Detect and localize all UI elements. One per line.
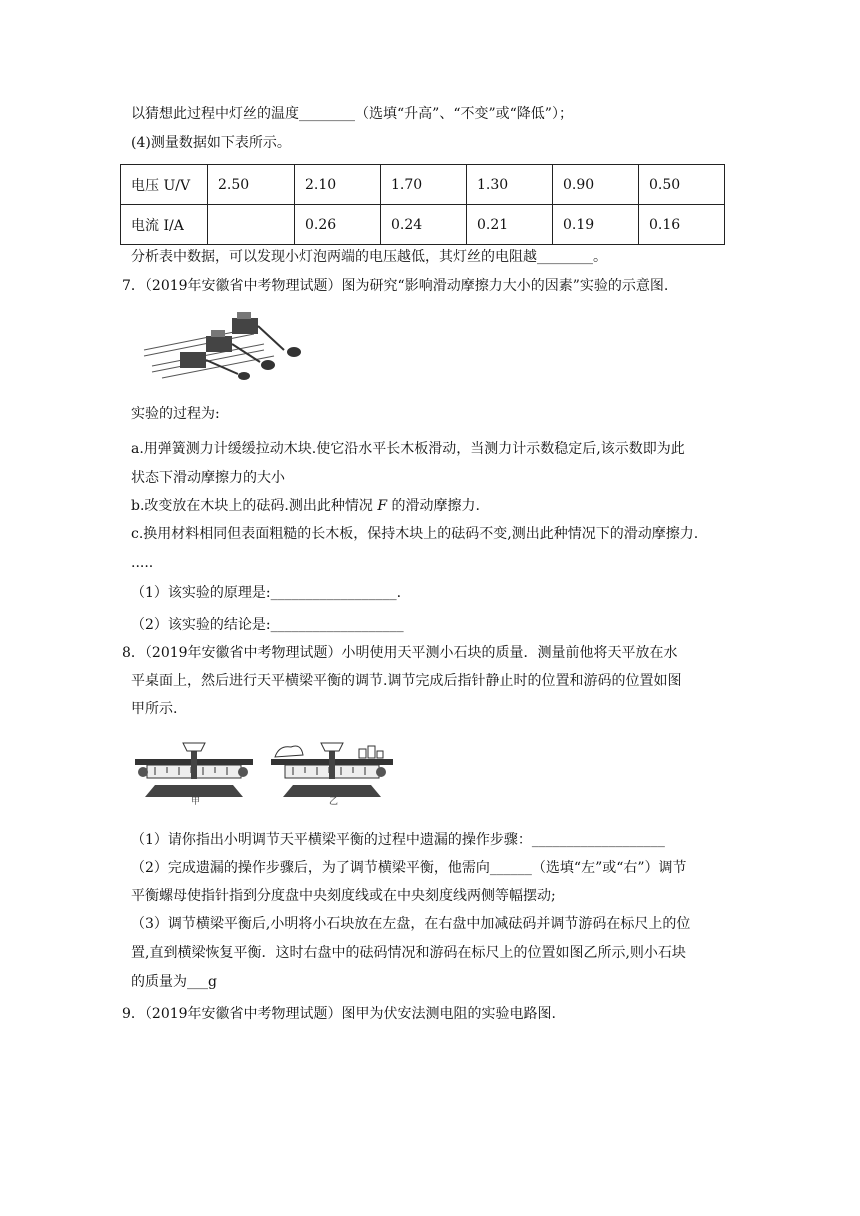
text-line: a.用弹簧测力计缓缓拉动木块.使它沿水平长木板滑动，当测力计示数稳定后,该示数即为此	[131, 441, 685, 457]
table-cell: 1.30	[467, 165, 553, 205]
text-line: （3）调节横梁平衡后,小明将小石块放在左盘，在右盘中加减砝码并调节游码在标尺上的位	[131, 916, 691, 932]
table-cell: 1.70	[381, 165, 467, 205]
figure-caption-jia: 甲	[191, 797, 201, 805]
table-cell: 电流 I/A	[121, 205, 208, 245]
table-cell: 0.90	[553, 165, 639, 205]
table-cell: 2.50	[208, 165, 295, 205]
variable-f: F	[377, 498, 388, 514]
question-9-title: 9．（2019年安徽省中考物理试题）图甲为伏安法测电阻的实验电路图.	[122, 1006, 556, 1022]
text-line: 平桌面上，然后进行天平横梁平衡的调节.调节完成后指针静止时的位置和游码的位置如图	[131, 673, 682, 689]
friction-experiment-figure	[134, 310, 304, 380]
text-line: （2）该实验的结论是:___________________	[131, 617, 404, 633]
balance-figure-right	[267, 737, 397, 805]
text-line: （1）请你指出小明调节天平横梁平衡的过程中遗漏的操作步骤：___________________	[131, 832, 665, 848]
figure-caption-yi: 乙	[329, 797, 339, 805]
balance-figure-left	[131, 737, 256, 805]
text-line: （2）完成遗漏的操作步骤后，为了调节横梁平衡，他需向______（选填“左”或“右”）调节	[131, 860, 687, 876]
text-line: 以猜想此过程中灯丝的温度________（选填“升高”、“不变”或“降低”）；	[131, 106, 573, 122]
table-cell: 0.24	[381, 205, 467, 245]
text-segment: b.改变放在木块上的砝码.测出此种情况	[131, 498, 378, 514]
table-row	[121, 205, 725, 245]
table-cell: 0.50	[639, 165, 725, 205]
question-7-title: 7．（2019年安徽省中考物理试题）图为研究“影响滑动摩擦力大小的因素”实验的示意图.	[122, 278, 669, 294]
text-line: 平衡螺母使指针指到分度盘中央刻度线或在中央刻度线两侧等幅摆动;	[131, 888, 556, 904]
table-cell: 2.10	[295, 165, 381, 205]
text-line: c.换用材料相同但表面粗糙的长木板，保持木块上的砝码不变,测出此种情况下的滑动摩擦力.	[131, 526, 699, 542]
text-line: 状态下滑动摩擦力的大小	[131, 470, 285, 486]
text-line: .....	[131, 555, 154, 571]
table-row	[121, 165, 725, 205]
text-line: 的质量为___g	[131, 974, 217, 990]
measurement-table	[120, 164, 725, 245]
text-line: (4)测量数据如下表所示。	[131, 135, 291, 151]
text-segment: 的滑动摩擦力.	[387, 498, 480, 514]
text-line: 实验的过程为:	[131, 406, 220, 422]
table-cell: 电压 U/V	[121, 165, 208, 205]
table-cell: 0.21	[467, 205, 553, 245]
text-line: 分析表中数据，可以发现小灯泡两端的电压越低，其灯丝的电阻越________。	[131, 249, 607, 265]
text-line: 甲所示.	[131, 701, 178, 717]
table-cell	[208, 205, 295, 245]
text-line: （1）该实验的原理是:__________________.	[131, 585, 402, 601]
text-line	[131, 496, 480, 516]
question-8-title: 8．（2019年安徽省中考物理试题）小明使用天平测小石块的质量．测量前他将天平放在水	[122, 645, 678, 661]
table-cell: 0.19	[553, 205, 639, 245]
table-cell: 0.26	[295, 205, 381, 245]
text-line: 置,直到横梁恢复平衡．这时右盘中的砝码情况和游码在标尺上的位置如图乙所示,则小石块	[131, 945, 686, 961]
table-cell: 0.16	[639, 205, 725, 245]
